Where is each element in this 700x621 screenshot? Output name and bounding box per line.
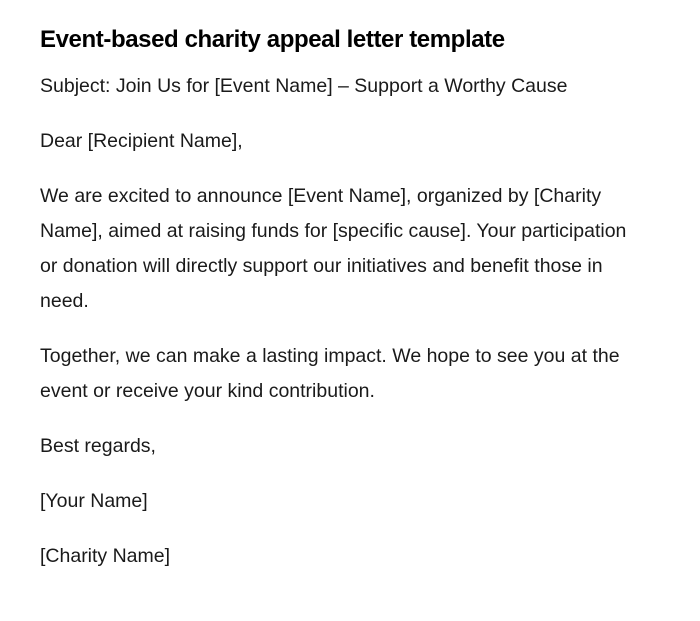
document-title: Event-based charity appeal letter template <box>40 26 505 53</box>
letter-signature-organization: [Charity Name] <box>40 545 171 567</box>
letter-document <box>40 25 640 594</box>
letter-body-paragraph-2: Together, we can make a lasting impact. We hope to see you at the event or receive your kind contribution. <box>40 345 620 402</box>
letter-salutation: Dear [Recipient Name], <box>40 130 243 152</box>
letter-subject: Subject: Join Us for [Event Name] – Support a Worthy Cause <box>40 75 568 97</box>
letter-signature-name: [Your Name] <box>40 490 148 512</box>
letter-closing: Best regards, <box>40 435 156 457</box>
letter-body-paragraph-1: We are excited to announce [Event Name], organized by [Charity Name], aimed at raising funds for [specific cause]. Your participation or donation will directly support our initiatives and benefit those in need. <box>40 185 627 312</box>
